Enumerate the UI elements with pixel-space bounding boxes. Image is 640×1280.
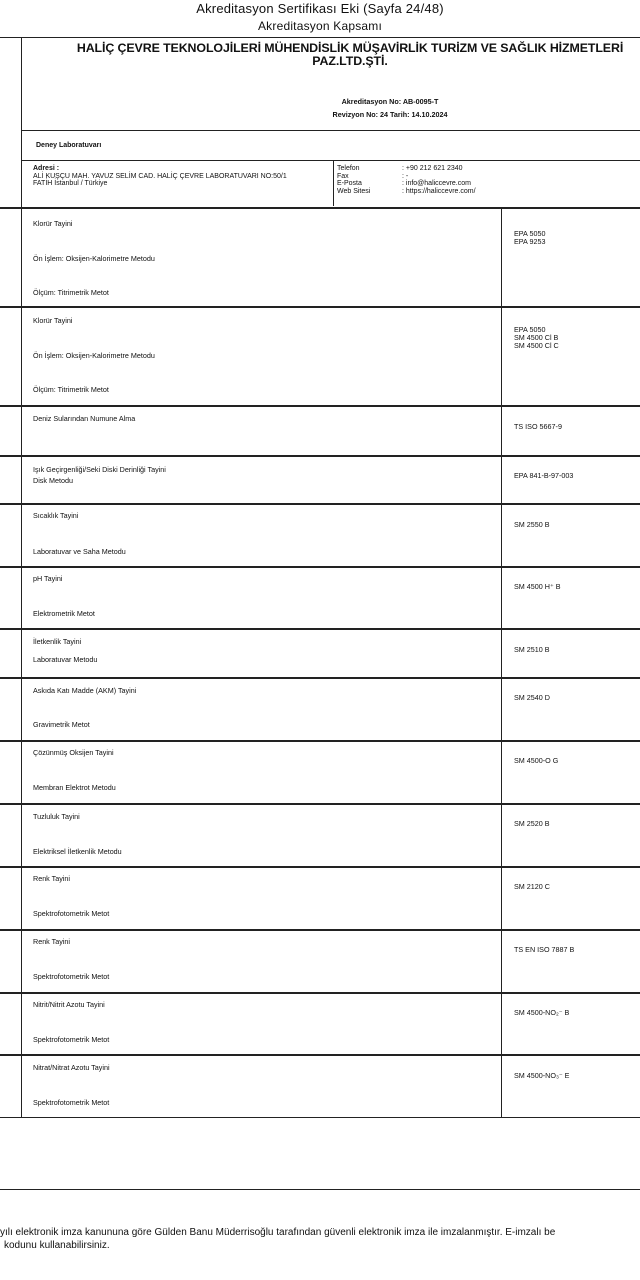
test-method-detail: Spektrofotometrik Metot	[33, 972, 110, 981]
standard-code: TS EN ISO 7887 B	[514, 945, 575, 954]
contact-phone: : +90 212 621 2340	[402, 165, 463, 172]
method-column-border	[501, 208, 502, 1117]
contact-label-fax: Fax	[337, 172, 349, 180]
standard-reference	[514, 1009, 569, 1017]
test-name: Çözünmüş Oksijen Tayini	[33, 748, 114, 757]
e-signature-line1: yılı elektronik imza kanununa göre Gülden Banu Müderrisoğlu tarafından güvenli elektronik imza ile imzalanmıştır. E-imzalı be	[0, 1227, 556, 1238]
contact-values	[402, 165, 476, 195]
table-row-border	[0, 405, 640, 407]
revision-info: Revizyon No: 24 Tarih: 14.10.2024	[332, 110, 448, 119]
table-row-border	[0, 566, 640, 568]
company-name-line1: HALİÇ ÇEVRE TEKNOLOJİLERİ MÜHENDİSLİK MÜŞAVİRLİK TURİZM VE SAĞLIK HİZMETLERİ	[76, 41, 624, 55]
standard-reference	[514, 694, 550, 702]
test-name: Nitrat/Nitrat Azotu Tayini	[33, 1063, 110, 1072]
standard-reference	[514, 326, 559, 350]
table-row-border	[0, 455, 640, 457]
test-name: Işık Geçirgenliği/Seki Diski Derinliği Tayini	[33, 465, 166, 474]
standard-code: EPA 5050	[514, 229, 546, 238]
table-row-border	[0, 803, 640, 805]
table-row-border	[0, 628, 640, 630]
standard-code: SM 2520 B	[514, 819, 550, 828]
standard-reference	[514, 423, 562, 431]
company-name-line2: PAZ.LTD.ŞTİ.	[312, 54, 388, 68]
standard-reference	[514, 646, 550, 654]
e-signature-note	[0, 1226, 640, 1252]
contact-label-email: E-Posta	[337, 180, 362, 188]
e-signature-line2: kodunu kullanabilirsiniz.	[4, 1240, 110, 1251]
standard-code: SM 4500 Cl B	[514, 333, 559, 342]
test-name: pH Tayini	[33, 574, 63, 583]
test-name: Klorür Tayini	[33, 219, 73, 228]
table-row-border	[0, 677, 640, 679]
table-row-border	[0, 992, 640, 994]
contact-label-web: Web Sitesi	[337, 187, 371, 195]
test-method-detail: Laboratuvar ve Saha Metodu	[33, 547, 126, 556]
standard-code: SM 2120 C	[514, 882, 550, 891]
contact-fax: : -	[402, 172, 409, 180]
test-name: Tuzluluk Tayini	[33, 812, 80, 821]
standard-code: SM 2510 B	[514, 645, 550, 654]
standard-code: SM 2540 D	[514, 693, 550, 702]
address-contact-divider	[333, 161, 334, 206]
header-top-border	[0, 37, 640, 38]
standard-code: TS ISO 5667-9	[514, 422, 562, 431]
table-row-border	[0, 306, 640, 308]
accreditation-number: Akreditasyon No: AB-0095-T	[341, 97, 439, 106]
test-method-detail: Spektrofotometrik Metot	[33, 909, 110, 918]
address-block	[33, 165, 333, 188]
lab-row-bottom-border	[21, 160, 640, 161]
standard-code: EPA 9253	[514, 237, 546, 246]
standard-reference	[514, 820, 550, 828]
test-name: Askıda Katı Madde (AKM) Tayini	[33, 686, 137, 695]
standard-code: SM 2550 B	[514, 520, 550, 529]
table-row-border	[0, 1054, 640, 1056]
company-box-bottom-border	[21, 130, 640, 131]
test-method-detail: Ölçüm: Titrimetrik Metot	[33, 385, 109, 394]
test-name: Renk Tayini	[33, 937, 71, 946]
contact-labels	[337, 165, 370, 195]
test-method-detail: Ölçüm: Titrimetrik Metot	[33, 288, 109, 297]
standard-reference	[514, 1072, 569, 1080]
test-name: Klorür Tayini	[33, 316, 73, 325]
contact-label-phone: Telefon	[337, 165, 360, 172]
test-name: İletkenlik Tayini	[33, 637, 82, 646]
standard-code: EPA 841-B-97-003	[514, 471, 574, 480]
test-method-detail: Spektrofotometrik Metot	[33, 1098, 110, 1107]
table-row-border	[0, 929, 640, 931]
lab-type: Deney Laboratuvarı	[36, 142, 102, 149]
standard-code: SM 4500-NO₃⁻ E	[514, 1071, 570, 1080]
footer-divider	[0, 1189, 640, 1190]
test-method-detail: Laboratuvar Metodu	[33, 655, 98, 664]
table-row-border	[0, 740, 640, 742]
contact-website[interactable]: : https://haliccevre.com/	[402, 187, 476, 195]
company-name	[40, 42, 640, 68]
standard-reference	[514, 583, 561, 591]
test-method-detail: Elektrometrik Metot	[33, 609, 95, 618]
standard-reference	[514, 472, 573, 480]
address-line1: ALİ KUŞÇU MAH. YAVUZ SELİM CAD. HALİÇ ÇEVRE LABORATUVARI NO:50/1	[33, 172, 287, 180]
standard-reference	[514, 883, 550, 891]
test-name: Sıcaklık Tayini	[33, 511, 79, 520]
page-title: Akreditasyon Sertifikası Eki (Sayfa 24/48)	[196, 1, 444, 16]
test-name: Nitrit/Nitrit Azotu Tayini	[33, 1000, 105, 1009]
standard-reference	[514, 757, 558, 765]
test-method-detail: Ön İşlem: Oksijen-Kalorimetre Metodu	[33, 254, 155, 263]
address-line2: FATİH İstanbul / Türkiye	[33, 180, 108, 188]
standard-code: SM 4500-NO₂⁻ B	[514, 1008, 570, 1017]
standard-reference	[514, 521, 550, 529]
table-row-border	[0, 866, 640, 868]
standard-code: SM 4500-O G	[514, 756, 559, 765]
test-method-detail: Ön İşlem: Oksijen-Kalorimetre Metodu	[33, 351, 155, 360]
test-method-detail: Membran Elektrot Metodu	[33, 783, 116, 792]
standard-code: EPA 5050	[514, 325, 546, 334]
page-subtitle: Akreditasyon Kapsamı	[257, 19, 383, 33]
test-name: Deniz Sularından Numune Alma	[33, 414, 136, 423]
test-method-detail: Elektriksel İletkenlik Metodu	[33, 847, 122, 856]
left-column-border	[21, 37, 22, 1117]
table-row-border	[0, 503, 640, 505]
contact-email[interactable]: : info@haliccevre.com	[402, 180, 471, 188]
test-method-detail: Gravimetrik Metot	[33, 720, 90, 729]
test-name: Renk Tayini	[33, 874, 71, 883]
test-method-detail: Disk Metodu	[33, 476, 73, 485]
standard-reference	[514, 946, 574, 954]
header-bottom-border	[0, 207, 640, 209]
test-method-detail: Spektrofotometrik Metot	[33, 1035, 110, 1044]
standard-code: SM 4500 H⁺ B	[514, 582, 561, 591]
address-label: Adresi :	[33, 165, 60, 172]
table-row-border	[0, 1117, 640, 1118]
standard-code: SM 4500 Cl C	[514, 341, 559, 350]
standard-reference	[514, 230, 545, 246]
